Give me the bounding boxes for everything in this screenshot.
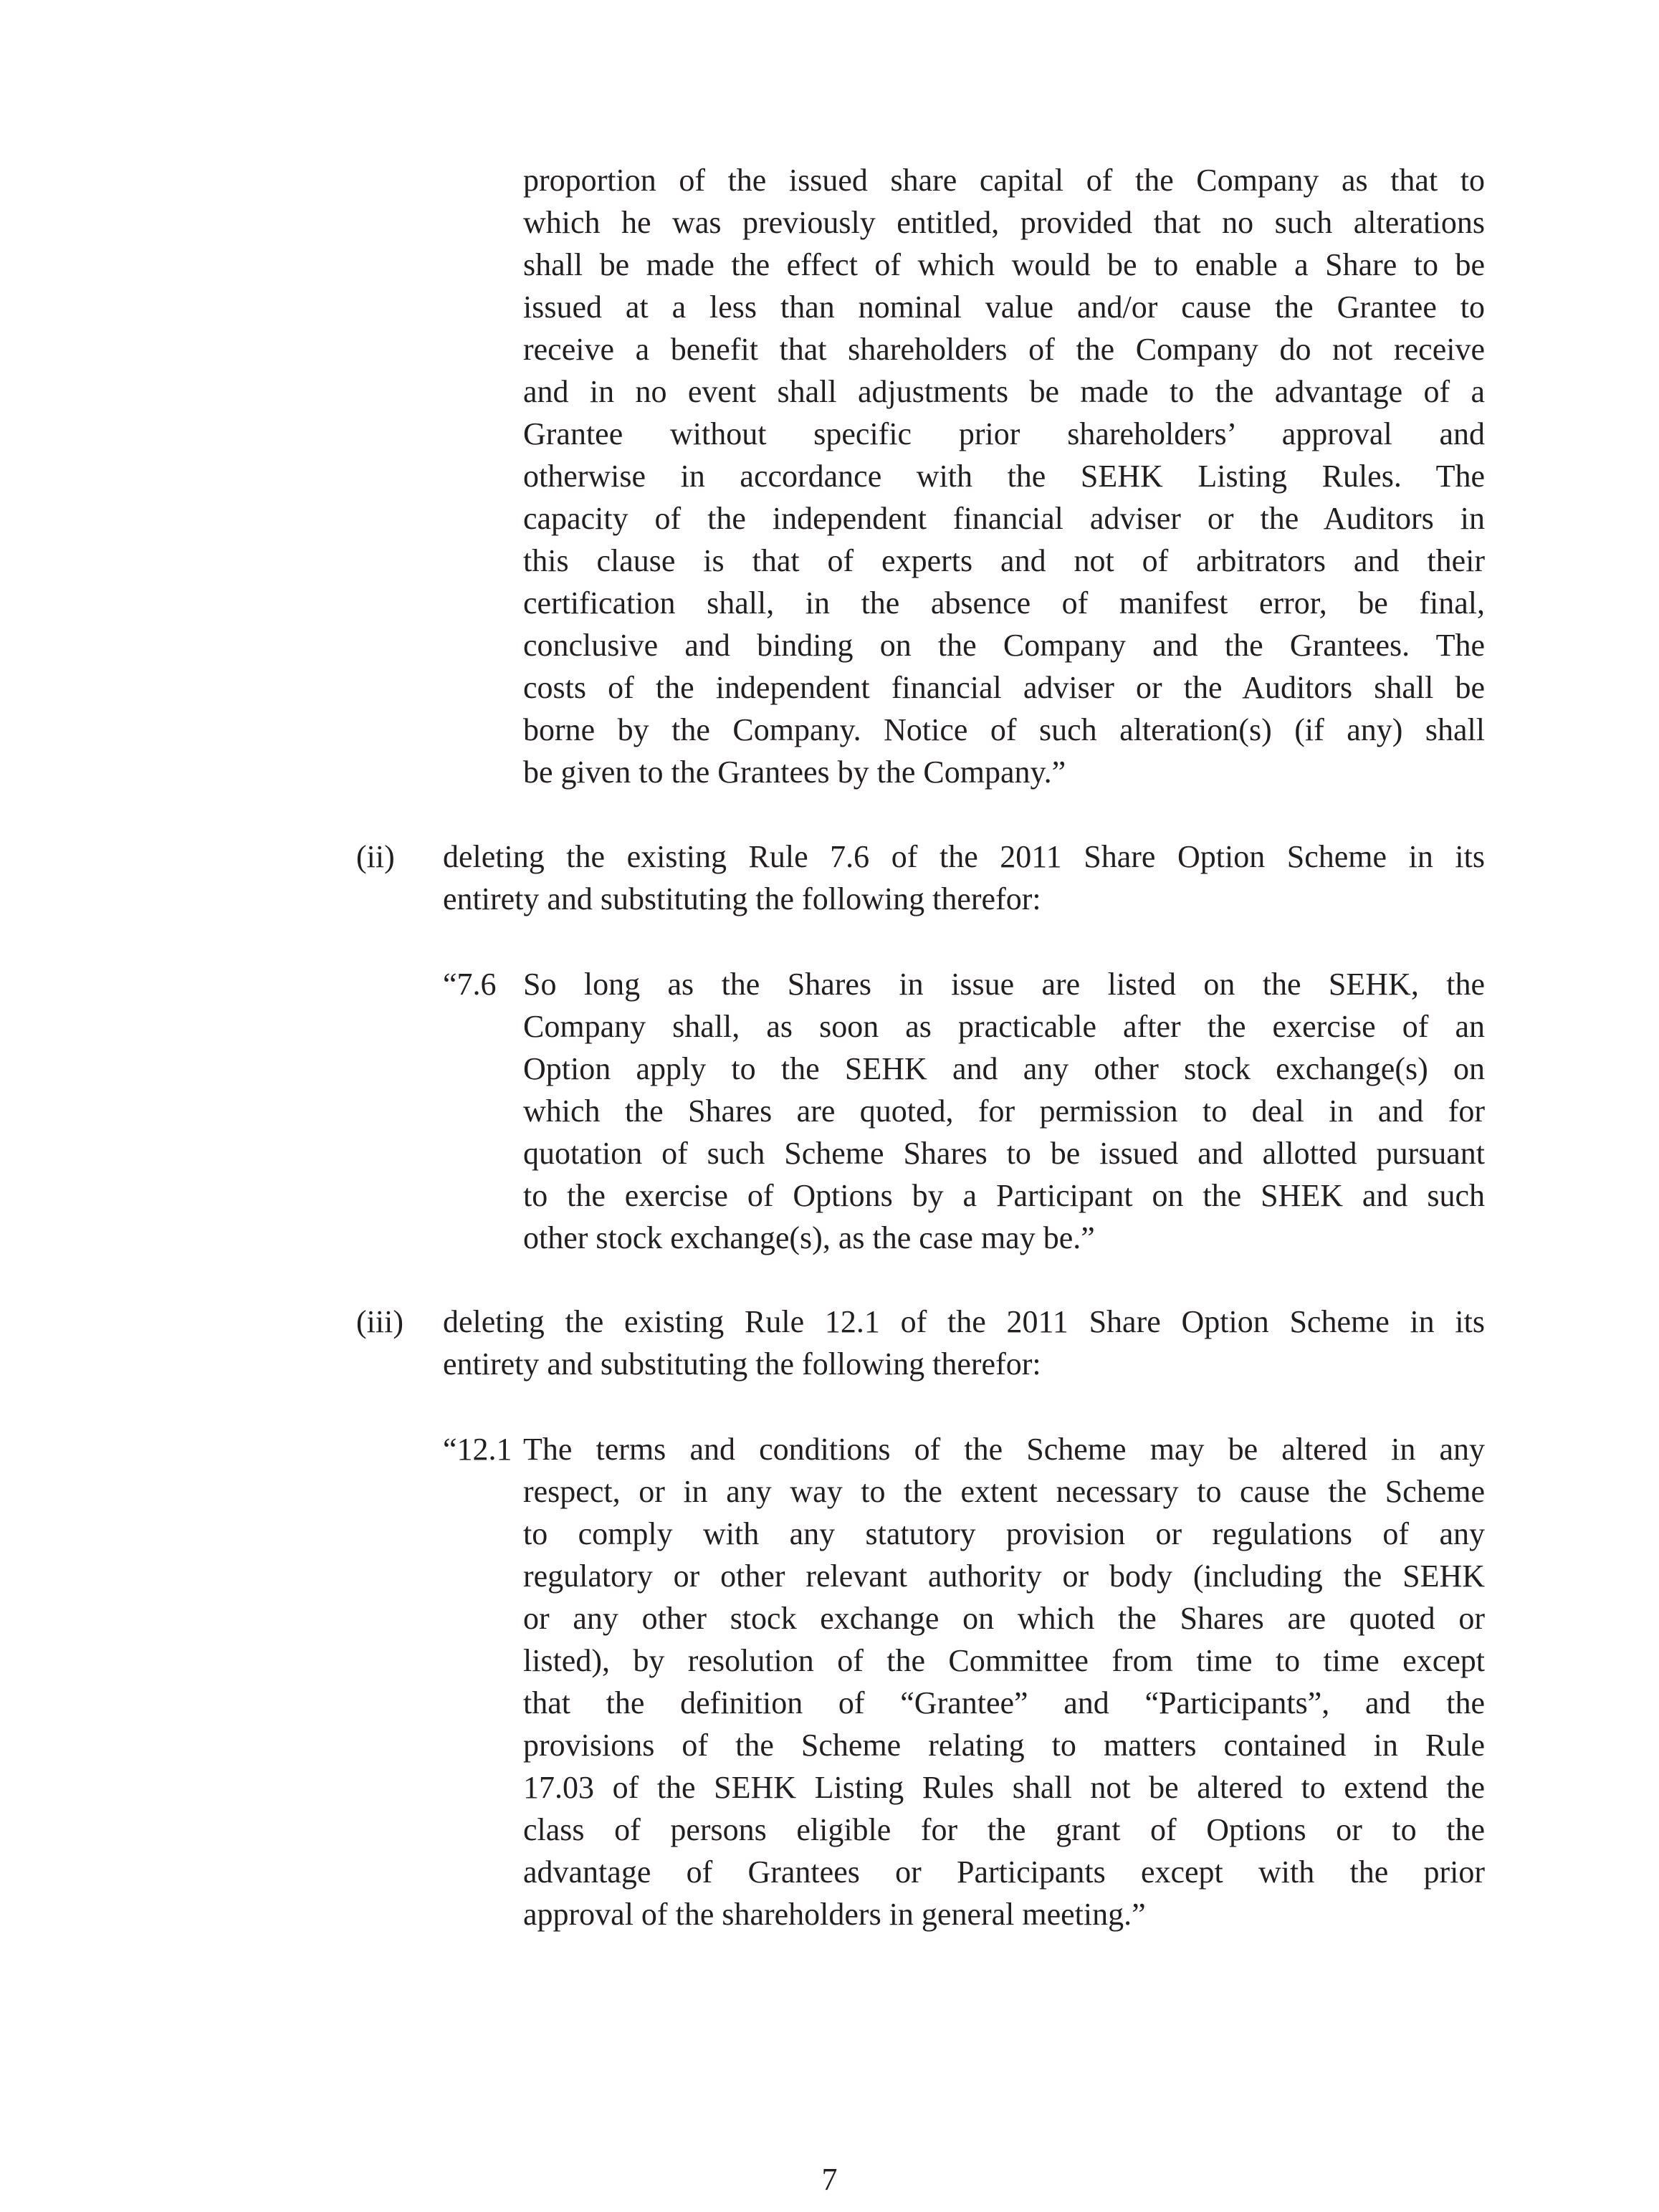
text-line: regulatory or other relevant authority or body (including the SEHK (523, 1559, 1485, 1594)
item-ii-label: (ii) (356, 839, 395, 874)
text-line: Company shall, as soon as practicable after the exercise of an (523, 1009, 1485, 1044)
text-line: which he was previously entitled, provided that no such alterations (523, 205, 1485, 240)
text-line: shall be made the effect of which would be to enable a Share to be (523, 247, 1485, 282)
text-line: listed), by resolution of the Committee from time to time except (523, 1643, 1485, 1678)
text-line: entirety and substituting the following therefor: (443, 1346, 1041, 1382)
text-line: which the Shares are quoted, for permission to deal in and for (523, 1093, 1485, 1129)
text-line: and in no event shall adjustments be made to the advantage of a (523, 374, 1485, 409)
text-line: conclusive and binding on the Company and the Grantees. The (523, 628, 1485, 663)
text-line: deleting the existing Rule 12.1 of the 2011 Share Option Scheme in its (443, 1304, 1485, 1339)
text-line: quotation of such Scheme Shares to be issued and allotted pursuant (523, 1136, 1485, 1171)
text-line: to the exercise of Options by a Participant on the SHEK and such (523, 1178, 1485, 1213)
text-line: to comply with any statutory provision or regulations of any (523, 1516, 1485, 1551)
text-line: capacity of the independent financial adviser or the Auditors in (523, 501, 1485, 536)
text-line: respect, or in any way to the extent necessary to cause the Scheme (523, 1474, 1485, 1509)
text-line: issued at a less than nominal value and/or cause the Grantee to (523, 289, 1485, 325)
item-ii-text (443, 836, 1485, 920)
text-line: Grantee without specific prior shareholders’ approval and (523, 416, 1485, 451)
text-line: that the definition of “Grantee” and “Participants”, and the (523, 1685, 1485, 1720)
item-iii-text (443, 1301, 1485, 1385)
rule-7-6-number: “7.6 (443, 967, 497, 1002)
text-line: provisions of the Scheme relating to matters contained in Rule (523, 1728, 1485, 1763)
text-line: be given to the Grantees by the Company.” (523, 755, 1066, 790)
text-line: costs of the independent financial adviser or the Auditors shall be (523, 670, 1485, 705)
text-line: entirety and substituting the following therefor: (443, 881, 1041, 916)
text-line: or any other stock exchange on which the Shares are quoted or (523, 1601, 1485, 1636)
text-line: Option apply to the SEHK and any other stock exchange(s) on (523, 1051, 1485, 1086)
continuation-paragraph (523, 159, 1485, 793)
rule-7-6-text (523, 963, 1485, 1259)
text-line: borne by the Company. Notice of such alteration(s) (if any) shall (523, 712, 1485, 747)
text-line: certification shall, in the absence of manifest error, be final, (523, 585, 1485, 621)
text-line: other stock exchange(s), as the case may be.” (523, 1220, 1095, 1255)
text-line: approval of the shareholders in general meeting.” (523, 1897, 1146, 1932)
text-line: proportion of the issued share capital of the Company as that to (523, 163, 1485, 198)
rule-12-1-number: “12.1 (443, 1432, 512, 1467)
text-line: deleting the existing Rule 7.6 of the 2011 Share Option Scheme in its (443, 839, 1485, 874)
text-line: So long as the Shares in issue are listed on the SEHK, the (523, 967, 1485, 1002)
text-line: class of persons eligible for the grant of Options or to the (523, 1812, 1485, 1847)
text-line: receive a benefit that shareholders of the Company do not receive (523, 332, 1485, 367)
text-line: The terms and conditions of the Scheme may be altered in any (523, 1432, 1485, 1467)
item-iii-label: (iii) (356, 1304, 403, 1339)
text-line: this clause is that of experts and not of arbitrators and their (523, 543, 1485, 578)
text-line: advantage of Grantees or Participants except with the prior (523, 1854, 1485, 1890)
text-line: 17.03 of the SEHK Listing Rules shall not be altered to extend the (523, 1770, 1485, 1805)
text-line: otherwise in accordance with the SEHK Listing Rules. The (523, 459, 1485, 494)
page-number: 7 (821, 2162, 838, 2197)
rule-12-1-text (523, 1428, 1485, 1935)
